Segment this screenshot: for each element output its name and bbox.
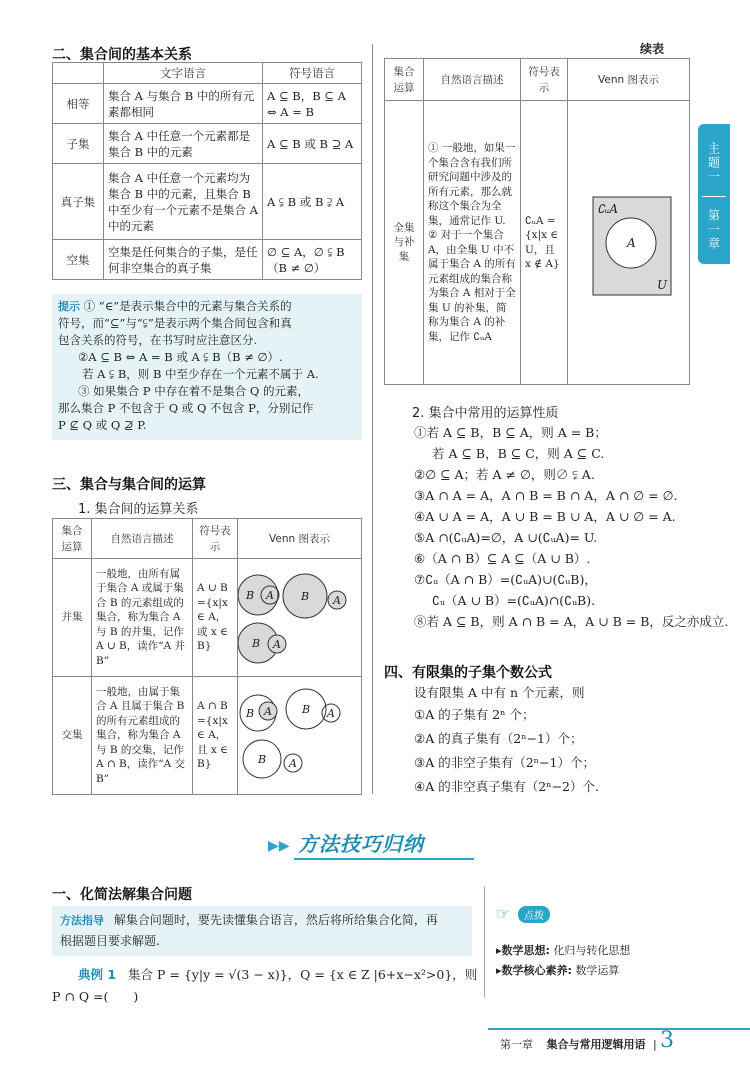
union-venn-diagram	[238, 561, 354, 675]
method-section-title: 一、化简法解集合问题	[52, 887, 192, 903]
complement-table	[384, 58, 690, 385]
subset-count-line: ④A 的非空真子集有（2ⁿ−2）个.	[414, 779, 599, 794]
row-text: 集合 A 中任意一个元素均为集合 B 中的元素，且集合 B 中至少有一个元素不是集合 A 中的元素	[104, 164, 263, 240]
venn-label-b: B	[246, 706, 255, 720]
footer-chapter: 第一章	[500, 1038, 533, 1051]
tip-tag: 提示	[58, 300, 80, 313]
hint-value: 化归与转化思想	[553, 944, 631, 957]
venn-label-u: U	[656, 277, 667, 292]
head-desc: 自然语言描述	[92, 519, 193, 559]
example-block	[52, 964, 478, 1008]
venn-label-a: A	[333, 593, 341, 607]
side-tab-top: 主题一	[706, 142, 721, 184]
head-text-language: 文字语言	[104, 63, 263, 84]
venn-label-cua: ∁ᵤA	[596, 201, 618, 216]
property-line: ⑦∁ᵤ（A ∩ B）=(∁ᵤA)∪(∁ᵤB)，	[414, 572, 597, 587]
side-tab-divider	[702, 196, 726, 197]
banner-underline	[294, 858, 474, 860]
column-divider	[372, 44, 373, 794]
side-tab-bottom: 第一章	[706, 209, 721, 251]
head-venn: Venn 图表示	[568, 59, 690, 101]
hand-pointer-icon: ☞	[496, 904, 511, 923]
tip-line: 那么集合 P 不包含于 Q 或 Q 不包含 P，分别记作	[58, 401, 314, 415]
row-symbol: ∅ ⊆ A，∅ ⫋ B（B ≠ ∅）	[263, 240, 362, 280]
property-line: ②∅ ⊆ A；若 A ≠ ∅，则∅ ⫋ A.	[414, 467, 595, 482]
table-row	[53, 124, 362, 164]
tip-line: ③ 如果集合 P 中存在着不是集合 Q 的元素，	[78, 384, 309, 398]
union-symbol: A ∪ B ={x|x ∈ A，或 x ∈ B}	[193, 559, 238, 677]
bullet-icon: ▸	[496, 944, 502, 957]
hint-value: 数学运算	[575, 964, 620, 977]
row-name: 相等	[53, 84, 104, 124]
section-4-body	[414, 682, 599, 799]
row-text: 集合 A 与集合 B 中的所有元素都相同	[104, 84, 263, 124]
tip-box	[52, 294, 362, 440]
tip-line: 符号，而“⊆”与“⫋”是表示两个集合间包含和真	[58, 316, 292, 330]
head-symbol: 符号表示	[193, 519, 238, 559]
tip-line: ②A ⊆ B ⇔ A = B 或 A ⫋ B（B ≠ ∅）.	[78, 350, 283, 364]
table-row	[53, 84, 362, 124]
venn-label-b: B	[302, 702, 311, 716]
property-line: ④A ∪ A = A，A ∪ B = B ∪ A，A ∪ ∅ = A.	[414, 509, 676, 524]
section-2-title: 二、集合间的基本关系	[52, 47, 192, 63]
property-line: ∁ᵤ（A ∪ B）=(∁ᵤA)∩(∁ᵤB).	[432, 593, 596, 608]
method-guide	[52, 906, 472, 956]
venn-label-a: A	[266, 588, 274, 602]
venn-label-a: A	[273, 637, 281, 651]
table-head-row	[385, 59, 690, 101]
intersection-desc: 一般地，由属于集合 A 且属于集合 B 的所有元素组成的集合，称为集合 A 与 B 的交集，记作 A ∩ B，读作“A 交 B”	[92, 677, 193, 795]
section-3-title: 三、集合与集合间的运算	[52, 477, 206, 493]
property-line: ①若 A ⊆ B，B ⊆ A，则 A = B；	[414, 425, 607, 440]
banner-title: 方法技巧归纳	[298, 832, 424, 856]
row-name: 子集	[53, 124, 104, 164]
row-symbol: A ⫋ B 或 B ⫌ A	[263, 164, 362, 240]
section-4-title: 四、有限集的子集个数公式	[384, 665, 552, 681]
tip-line: 包含关系的符号，在书写时应注意区分.	[58, 333, 258, 347]
table-head-row	[53, 63, 362, 84]
property-line: ⑤A ∩(∁ᵤA)=∅，A ∪(∁ᵤA)= U.	[414, 530, 598, 545]
row-symbol: A ⊆ B 或 B ⊇ A	[263, 124, 362, 164]
complement-desc: ① 一般地，如果一个集合含有我们所研究问题中涉及的所有元素，那么就称这个集合为全集，通常记作 U. ② 对于一个集合 A，由全集 U 中不属于集合 A 的所有元素组成的集合称为集合 A 相对于全集 U 的补集，简称为集合 A 的补集，记作 ∁ᵤA	[424, 101, 521, 385]
row-name: 空集	[53, 240, 104, 280]
table-row-union	[53, 559, 362, 677]
venn-label-a: A	[626, 235, 636, 250]
properties-list	[414, 422, 728, 632]
union-name: 并集	[53, 559, 92, 677]
venn-label-b: B	[252, 636, 261, 650]
operations-table	[52, 518, 362, 795]
guide-line: 解集合问题时，要先读懂集合语言，然后将所给集合化简，再	[113, 913, 438, 927]
bottom-column-divider	[484, 886, 485, 998]
union-desc: 一般地，由所有属于集合 A 或属于集合 B 的元素组成的集合，称为集合 A 与 B 的并集，记作 A ∪ B，读作“A 并 B”	[92, 559, 193, 677]
complement-name: 全集与补集	[385, 101, 424, 385]
tip-line: ① “∈”是表示集合中的元素与集合关系的	[83, 299, 292, 313]
side-tab	[698, 124, 730, 264]
subset-count-line: ③A 的非空子集有（2ⁿ−1）个；	[414, 755, 595, 770]
complement-venn-diagram	[573, 183, 685, 303]
head-desc: 自然语言描述	[424, 59, 521, 101]
blank-head-cell	[53, 63, 104, 84]
section-3-subtitle: 1. 集合间的运算关系	[78, 502, 199, 517]
guide-tag: 方法指导	[60, 914, 104, 927]
intersection-symbol: A ∩ B ={x|x ∈ A，且 x ∈ B}	[193, 677, 238, 795]
continued-label: 续表	[640, 42, 665, 56]
head-venn: Venn 图表示	[238, 519, 362, 559]
basic-relations-table	[52, 62, 362, 280]
table-row-complement	[385, 101, 690, 385]
venn-label-a: A	[289, 756, 297, 770]
row-text: 空集是任何集合的子集，是任何非空集合的真子集	[104, 240, 263, 280]
head-op: 集合运算	[53, 519, 92, 559]
hint-tag: 点拨	[518, 906, 550, 923]
example-line: 集合 P = {y|y = √(3 − x)}，Q = {x ∈ Z |6+x−x²>0}，则	[128, 967, 478, 982]
venn-label-b: B	[301, 589, 310, 603]
example-line: P ∩ Q =( )	[52, 989, 139, 1004]
tip-line: P ⊈ Q 或 Q ⊉ P.	[58, 418, 147, 432]
property-line: 若 A ⊆ B，B ⊆ C，则 A ⊆ C.	[432, 446, 605, 461]
example-tag: 典例 1	[78, 967, 117, 982]
property-line: ③A ∩ A = A，A ∩ B = B ∩ A，A ∩ ∅ = ∅.	[414, 488, 678, 503]
venn-label-b: B	[258, 752, 267, 766]
double-arrow-icon: ▶▶	[268, 838, 290, 854]
hint-label: 数学思想:	[501, 944, 550, 957]
footer: 第一章 集合与常用逻辑用语 |	[500, 1038, 657, 1051]
footer-title: 集合与常用逻辑用语	[546, 1038, 646, 1051]
venn-label-a: A	[327, 706, 335, 720]
complement-symbol: ∁ᵤA = {x|x ∈ U，且 x ∉ A}	[521, 101, 568, 385]
footer-rule	[488, 1028, 750, 1030]
row-name: 真子集	[53, 164, 104, 240]
intersection-name: 交集	[53, 677, 92, 795]
intersection-venn-diagram	[238, 679, 354, 793]
table-row	[53, 240, 362, 280]
tip-line: 若 A ⫋ B，则 B 中至少存在一个元素不属于 A.	[82, 367, 319, 381]
table-row	[53, 164, 362, 240]
section-4-intro: 设有限集 A 中有 n 个元素，则	[414, 685, 585, 700]
venn-label-a: A	[264, 704, 272, 718]
pointer-hint-box	[496, 904, 696, 980]
method-banner	[268, 824, 488, 864]
subset-count-line: ②A 的真子集有（2ⁿ−1）个；	[414, 731, 583, 746]
property-line: ⑧若 A ⊆ B，则 A ∩ B = A，A ∪ B = B，反之亦成立.	[414, 614, 729, 629]
guide-line: 根据题目要求解题.	[60, 934, 160, 948]
row-text: 集合 A 中任意一个元素都是集合 B 中的元素	[104, 124, 263, 164]
table-row-intersection	[53, 677, 362, 795]
table-head-row	[53, 519, 362, 559]
row-symbol: A ⊆ B，B ⊆ A ⇔ A = B	[263, 84, 362, 124]
properties-title: 2. 集合中常用的运算性质	[412, 406, 559, 421]
subset-count-line: ①A 的子集有 2ⁿ 个；	[414, 707, 535, 722]
venn-label-b: B	[246, 588, 255, 602]
head-op: 集合运算	[385, 59, 424, 101]
head-symbol: 符号表示	[521, 59, 568, 101]
hint-label: 数学核心素养:	[501, 964, 572, 977]
head-symbol-language: 符号语言	[263, 63, 362, 84]
page-number: 3	[660, 1028, 674, 1053]
bullet-icon: ▸	[496, 964, 502, 977]
property-line: ⑥（A ∩ B）⊆ A ⊆（A ∪ B）.	[414, 551, 591, 566]
